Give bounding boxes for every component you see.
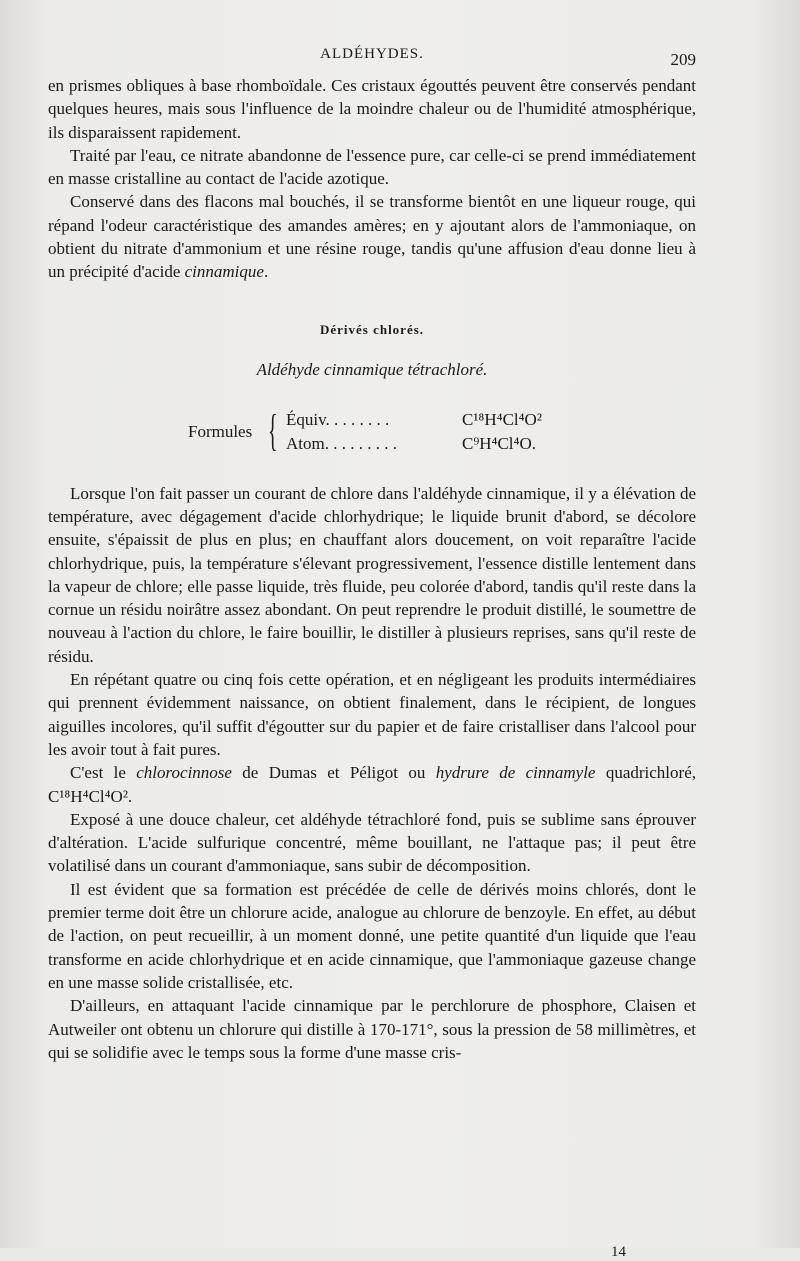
paragraph: en prismes obliques à base rhomboïdale. Ces cristaux égouttés peuvent être conservés pendant quelques heures, mais sous l'influence de la moindre chaleur ou de l'humidité atmosphérique, ils disparaissent rapidement. [48,76,696,142]
paragraph: Il est évident que sa formation est précédée de celle de dérivés moins chlorés, dont le premier terme doit être un chlorure acide, analogue au chlorure de benzoyle. En effet, au début de l'action, on peut recueillir, à un moment donné, une petite quantité d'un liquide que l'eau transforme en acide chlorhydrique et en acide cinnamique, que l'ammoniaque gazeuse change en une masse solide cristallisée, etc. [48,879,696,992]
emphasis: cinnamique [184,262,264,282]
paragraph-end: . [263,262,269,282]
paragraph-text: C'est le [70,763,137,783]
paragraph: Exposé à une douce chaleur, cet aldéhyde tétrachloré fond, puis se sublime sans éprouver d'altération. L'acide sulfurique concentré, même bouillant, ne l'attaque pas; il peut être volatilisé dans un courant d'ammoniaque, sans subir de décomposition. [48,809,696,876]
paragraph: En répétant quatre ou cinq fois cette opération, et en négligeant les produits intermédiaires qui prennent évidemment naissance, on obtient finalement, dans le récipient, de longues aiguilles incolores, qu'il suffit d'égoutter sur du papier et de faire cristalliser dans l'alcool pour les avoir tout à fait pures. [48,670,696,759]
formula-row [286,434,566,454]
formula-block [48,405,696,462]
section-title: Dérivés chlorés. [319,321,425,337]
formula-row [286,410,566,430]
subsection-title: Aldéhyde cinnamique tétrachloré. [256,359,488,379]
paragraph [48,761,696,808]
formula-name: Équiv. . . . . . . . [286,409,390,429]
paragraph: Lorsque l'on fait passer un courant de chlore dans l'aldéhyde cinnamique, il y a élévation de température, avec dégagement d'acide chlorhydrique; le liquide brunit d'abord, se décolore ensuite, s'épaissit de plus en plus; en chauffant alors doucement, on voit reparaître l'acide chlorhydrique, puis, la température s'élevant progressivement, l'essence distille lentement dans la vapeur de chlore; elle passe liquide, très fluide, peu colorée d'abord, tandis qu'il reste dans la cornue un résidu noirâtre assez abondant. On peut reprendre le produit distillé, le soumettre de nouveau à l'action du chlore, le faire bouillir, le distiller à plusieurs reprises, sans qu'il reste de résidu. [48,483,696,666]
paragraph-text: quadrichloré, C¹⁸H⁴Cl⁴O². [48,763,696,806]
formula-name: Atom. . . . . . . . . [286,433,397,453]
brace-glyph: { [268,405,278,455]
formula-value: C¹⁸H⁴Cl⁴O² [462,409,542,429]
running-header [48,46,696,70]
paragraph: Traité par l'eau, ce nitrate abandonne de l'essence pure, car celle-ci se prend immédiatement en masse cristalline au contact de l'acide azotique. [48,145,696,189]
paragraph-text: Conservé dans des flacons mal bouchés, il se transforme bientôt en une liqueur rouge, qui répand l'odeur caractéristique des amandes amères; en y ajoutant alors de l'ammoniaque, on obtient du nitrate d'ammonium et une résine rouge, tandis qu'une affusion d'eau donne lieu à un précipité d'acide [48,192,696,282]
paragraph [48,190,696,283]
page-number: 209 [670,50,696,69]
emphasis: chlorocinnose [136,763,232,783]
formula-label: Formules [188,421,253,441]
page-body [48,74,696,1260]
running-title: ALDÉHYDES. [320,46,424,62]
paragraph-text: de Dumas et Péligot ou [231,763,436,783]
paragraph: D'ailleurs, en attaquant l'acide cinnamique par le perchlorure de phosphore, Claisen et Autweiler ont obtenu un chlorure qui distille à 170-171°, sous la pression de 58 millimètres, et qui se solidifie avec le temps sous la forme d'une masse cris- [48,996,696,1062]
formula-value: C⁹H⁴Cl⁴O. [462,433,536,453]
signature-mark: 14 [611,1244,626,1260]
emphasis: hydrure de cinnamyle [435,763,596,783]
